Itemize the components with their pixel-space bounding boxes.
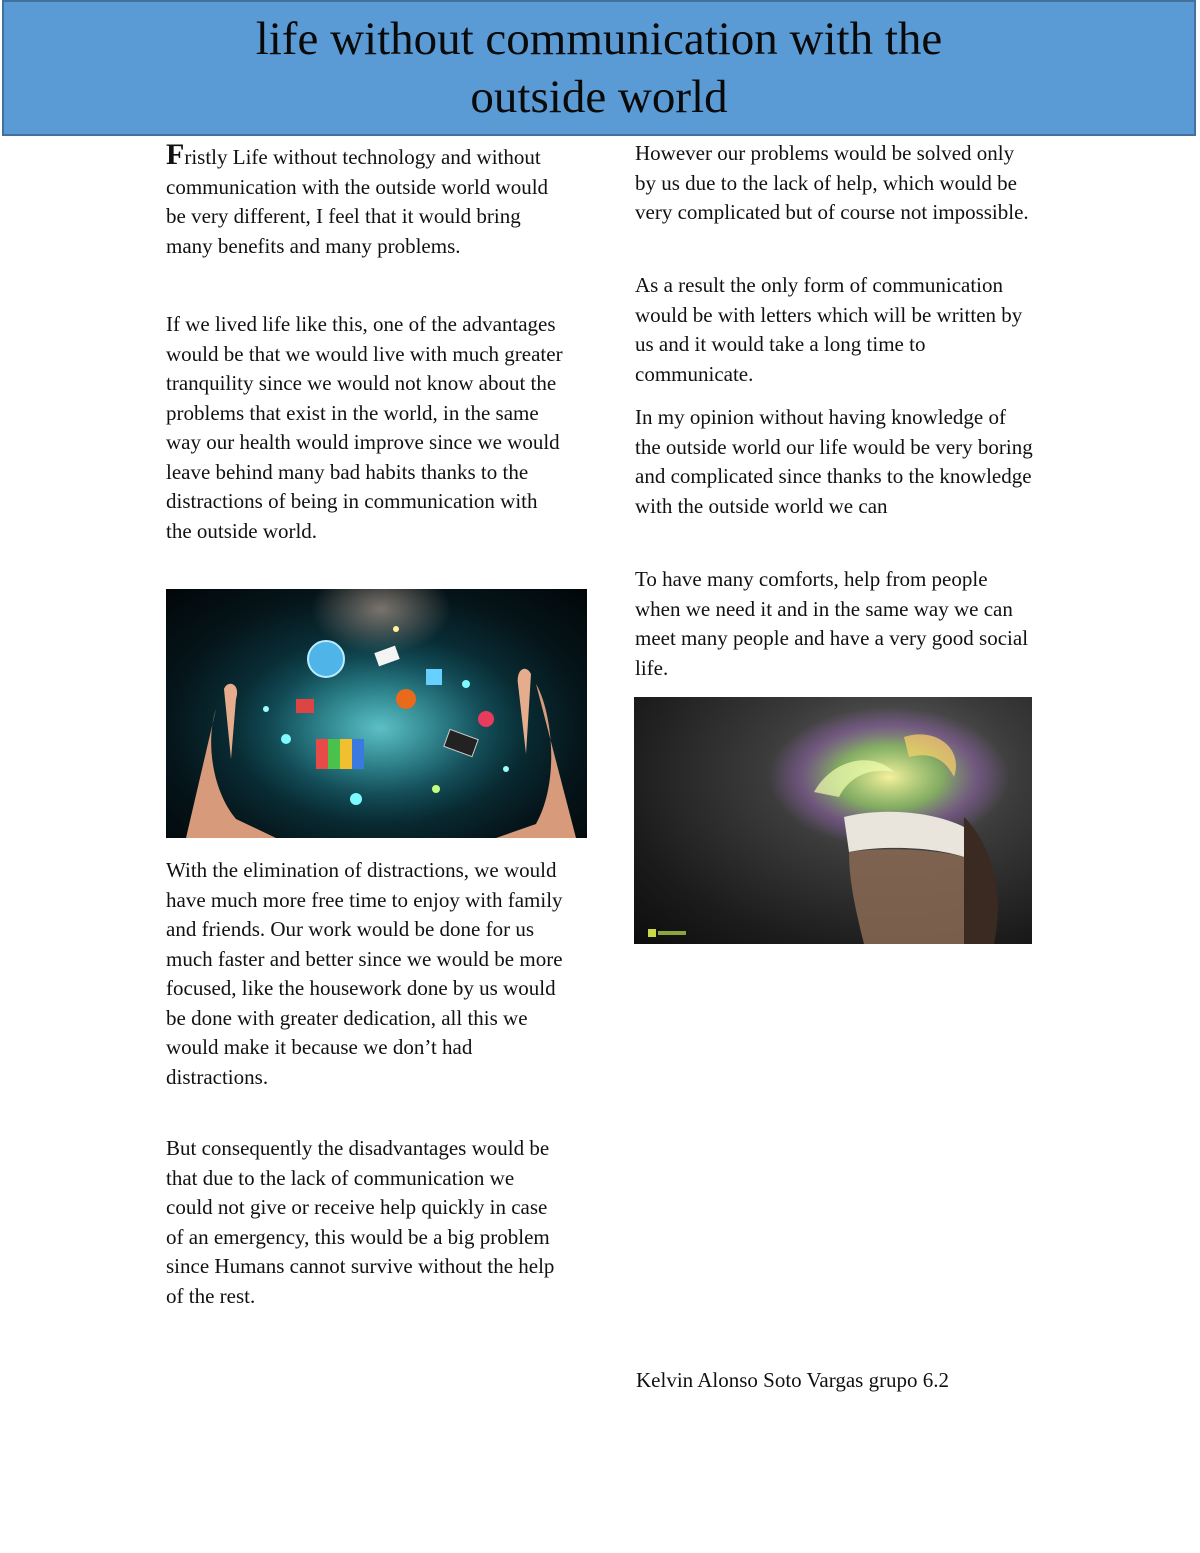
page-title: life without communication with the outside world	[255, 13, 943, 123]
paragraph-intro	[166, 138, 566, 261]
paragraph-letters: As a result the only form of communication would be with letters which will be written by us and it would take a long time to communicate.	[635, 273, 1023, 386]
title-banner	[2, 0, 1196, 136]
paragraph-problems-solved: However our problems would be solved only by us due to the lack of help, which would be very complicated but of course not impossible.	[635, 141, 1029, 224]
paragraph-comforts: To have many comforts, help from people when we need it and in the same way we can meet many people and have a very good social life.	[635, 567, 1029, 680]
author-signature: Kelvin Alonso Soto Vargas grupo 6.2	[636, 1368, 950, 1392]
paragraph-advantages: If we lived life like this, one of the advantages would be that we would live with much greater tranquility since we would not know about the problems that exist in the world, in the same way our health would improve since we would leave behind many bad habits thanks to the distractions of being in communication with the outside world.	[166, 312, 563, 543]
drop-cap: F	[166, 138, 185, 171]
paragraph-intro-text: ristly Life without technology and without communication with the outside world would be very different, I feel that it would bring many benefits and many problems.	[166, 145, 549, 258]
paragraph-free-time: With the elimination of distractions, we would have much more free time to enjoy with family and friends. Our work would be done for us much faster and better since we would be more focused, like the housework done by us would be done with greater dedication, all this we would make it because we don’t had distractions.	[166, 858, 563, 1089]
technology-hands-image	[166, 589, 587, 838]
paragraph-opinion: In my opinion without having knowledge of the outside world our life would be very boring and complicated since thanks to the knowledge with the outside world we can	[635, 405, 1033, 518]
blindfolded-mind-image	[634, 697, 1032, 944]
paragraph-disadvantages: But consequently the disadvantages would be that due to the lack of communication we could not give or receive help quickly in case of an emergency, this would be a big problem since Humans cannot survive without the help of the rest.	[166, 1136, 555, 1308]
